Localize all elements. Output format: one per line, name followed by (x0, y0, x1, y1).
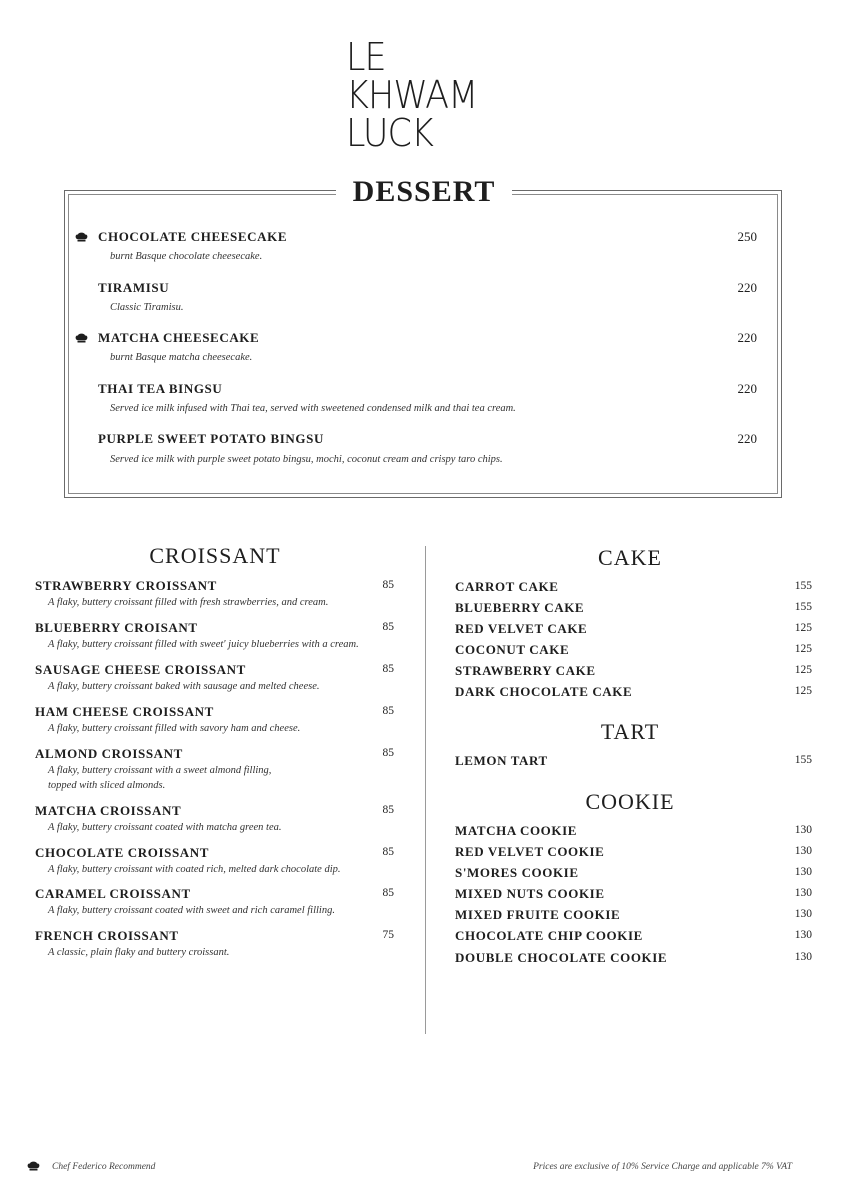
croissant-item-name: BLUEBERRY CROISANT (35, 620, 198, 635)
cake-item-price: 125 (794, 643, 812, 655)
croissant-item-name: ALMOND CROISSANT (35, 746, 183, 761)
dessert-item-name: CHOCOLATE CHEESECAKE (98, 229, 288, 244)
dessert-item-name: THAI TEA BINGSU (98, 381, 223, 396)
cookie-item-price: 130 (794, 951, 812, 963)
croissant-item-desc: A classic, plain flaky and buttery croissant. (48, 947, 230, 958)
cookie-item-name: RED VELVET COOKIE (455, 844, 605, 859)
cake-item-name: COCONUT CAKE (455, 642, 570, 657)
dessert-item-price: 220 (737, 280, 757, 295)
cake-item-name: CARROT CAKE (455, 579, 559, 594)
croissant-title: CROISSANT (149, 543, 281, 568)
cake-title: CAKE (598, 545, 662, 570)
logo-line: LUCK (346, 111, 433, 155)
croissant-item-desc: A flaky, buttery croissant coated with sweet and rich caramel filling. (48, 905, 335, 916)
dessert-item-price: 250 (737, 229, 757, 244)
chef-hat-icon (27, 1161, 40, 1171)
cake-item-price: 125 (794, 664, 812, 676)
cookie-item-name: DOUBLE CHOCOLATE COOKIE (455, 950, 668, 965)
croissant-item-name: MATCHA CROISSANT (35, 803, 182, 818)
cookie-item-price: 130 (794, 929, 812, 941)
dessert-item-desc: Served ice milk infused with Thai tea, served with sweetened condensed milk and thai tea cream. (110, 403, 516, 414)
cake-item-price: 125 (794, 685, 812, 697)
dessert-item-name: PURPLE SWEET POTATO BINGSU (98, 431, 324, 446)
croissant-item-desc: A flaky, buttery croissant with coated rich, melted dark chocolate dip. (48, 864, 341, 875)
croissant-item-desc: A flaky, buttery croissant with a sweet almond filling, (48, 765, 272, 776)
croissant-item-name: CHOCOLATE CROISSANT (35, 845, 210, 860)
chef-hat-icon (75, 232, 88, 242)
dessert-item-name: TIRAMISU (98, 280, 170, 295)
cookie-item-name: S'MORES COOKIE (455, 865, 579, 880)
croissant-item-price: 85 (382, 804, 394, 816)
croissant-item-price: 85 (382, 663, 394, 675)
tart-title: TART (600, 719, 660, 744)
dessert-item-price: 220 (737, 431, 757, 446)
tart-item-name: LEMON TART (455, 753, 548, 768)
dessert-item-desc: burnt Basque matcha cheesecake. (110, 352, 253, 363)
cookie-item-price: 130 (794, 824, 812, 836)
cake-item-name: STRAWBERRY CAKE (455, 663, 596, 678)
logo-line: LE (346, 35, 386, 79)
cake-item-name: DARK CHOCOLATE CAKE (455, 684, 633, 699)
croissant-item-price: 85 (382, 705, 394, 717)
dessert-item-name: MATCHA CHEESECAKE (98, 330, 260, 345)
cake-item-price: 155 (794, 580, 812, 592)
cake-item-name: RED VELVET CAKE (455, 621, 588, 636)
cookie-item-price: 130 (794, 845, 812, 857)
recommend-legend: Chef Federico Recommend (52, 1162, 156, 1172)
column-divider (425, 546, 426, 1034)
dessert-item-price: 220 (737, 330, 757, 345)
cookie-item-price: 130 (794, 866, 812, 878)
cookie-item-price: 130 (794, 908, 812, 920)
croissant-item-name: STRAWBERRY CROISSANT (35, 578, 217, 593)
croissant-item-desc: A flaky, buttery croissant baked with sausage and melted cheese. (48, 681, 320, 692)
croissant-item-desc: A flaky, buttery croissant coated with matcha green tea. (48, 822, 282, 833)
price-note: Prices are exclusive of 10% Service Charge and applicable 7% VAT (533, 1162, 792, 1172)
cookie-item-name: MATCHA COOKIE (455, 823, 578, 838)
brand-logo (346, 35, 478, 155)
croissant-item-desc: A flaky, buttery croissant filled with sweet' juicy blueberries with a cream. (48, 639, 359, 650)
cookie-title: COOKIE (585, 789, 675, 814)
dessert-title: DESSERT (336, 172, 512, 212)
croissant-item-price: 75 (382, 929, 394, 941)
cookie-item-name: CHOCOLATE CHIP COOKIE (455, 928, 643, 943)
cake-item-price: 155 (794, 601, 812, 613)
dessert-item-price: 220 (737, 381, 757, 396)
croissant-item-price: 85 (382, 579, 394, 591)
croissant-item-name: CARAMEL CROISSANT (35, 886, 191, 901)
croissant-item-name: FRENCH CROISSANT (35, 928, 179, 943)
dessert-item-desc: Classic Tiramisu. (110, 302, 184, 313)
cake-item-price: 125 (794, 622, 812, 634)
croissant-item-price: 85 (382, 621, 394, 633)
logo-line: KHWAM (346, 73, 478, 117)
cake-item-name: BLUEBERRY CAKE (455, 600, 585, 615)
dessert-item-desc: burnt Basque chocolate cheesecake. (110, 251, 263, 262)
cookie-item-name: MIXED NUTS COOKIE (455, 886, 605, 901)
croissant-item-desc: A flaky, buttery croissant filled with savory ham and cheese. (48, 723, 301, 734)
croissant-item-name: HAM CHEESE CROISSANT (35, 704, 214, 719)
croissant-item-desc: A flaky, buttery croissant filled with fresh strawberries, and cream. (48, 597, 329, 608)
chef-hat-icon (75, 333, 88, 343)
tart-item-price: 155 (794, 754, 812, 766)
croissant-item-name: SAUSAGE CHEESE CROISSANT (35, 662, 246, 677)
croissant-item-desc-line2: topped with sliced almonds. (48, 780, 166, 791)
cookie-item-price: 130 (794, 887, 812, 899)
croissant-item-price: 85 (382, 846, 394, 858)
cookie-item-name: MIXED FRUITE COOKIE (455, 907, 621, 922)
croissant-item-price: 85 (382, 747, 394, 759)
dessert-item-desc: Served ice milk with purple sweet potato bingsu, mochi, coconut cream and crispy taro chips. (110, 454, 503, 465)
croissant-item-price: 85 (382, 887, 394, 899)
